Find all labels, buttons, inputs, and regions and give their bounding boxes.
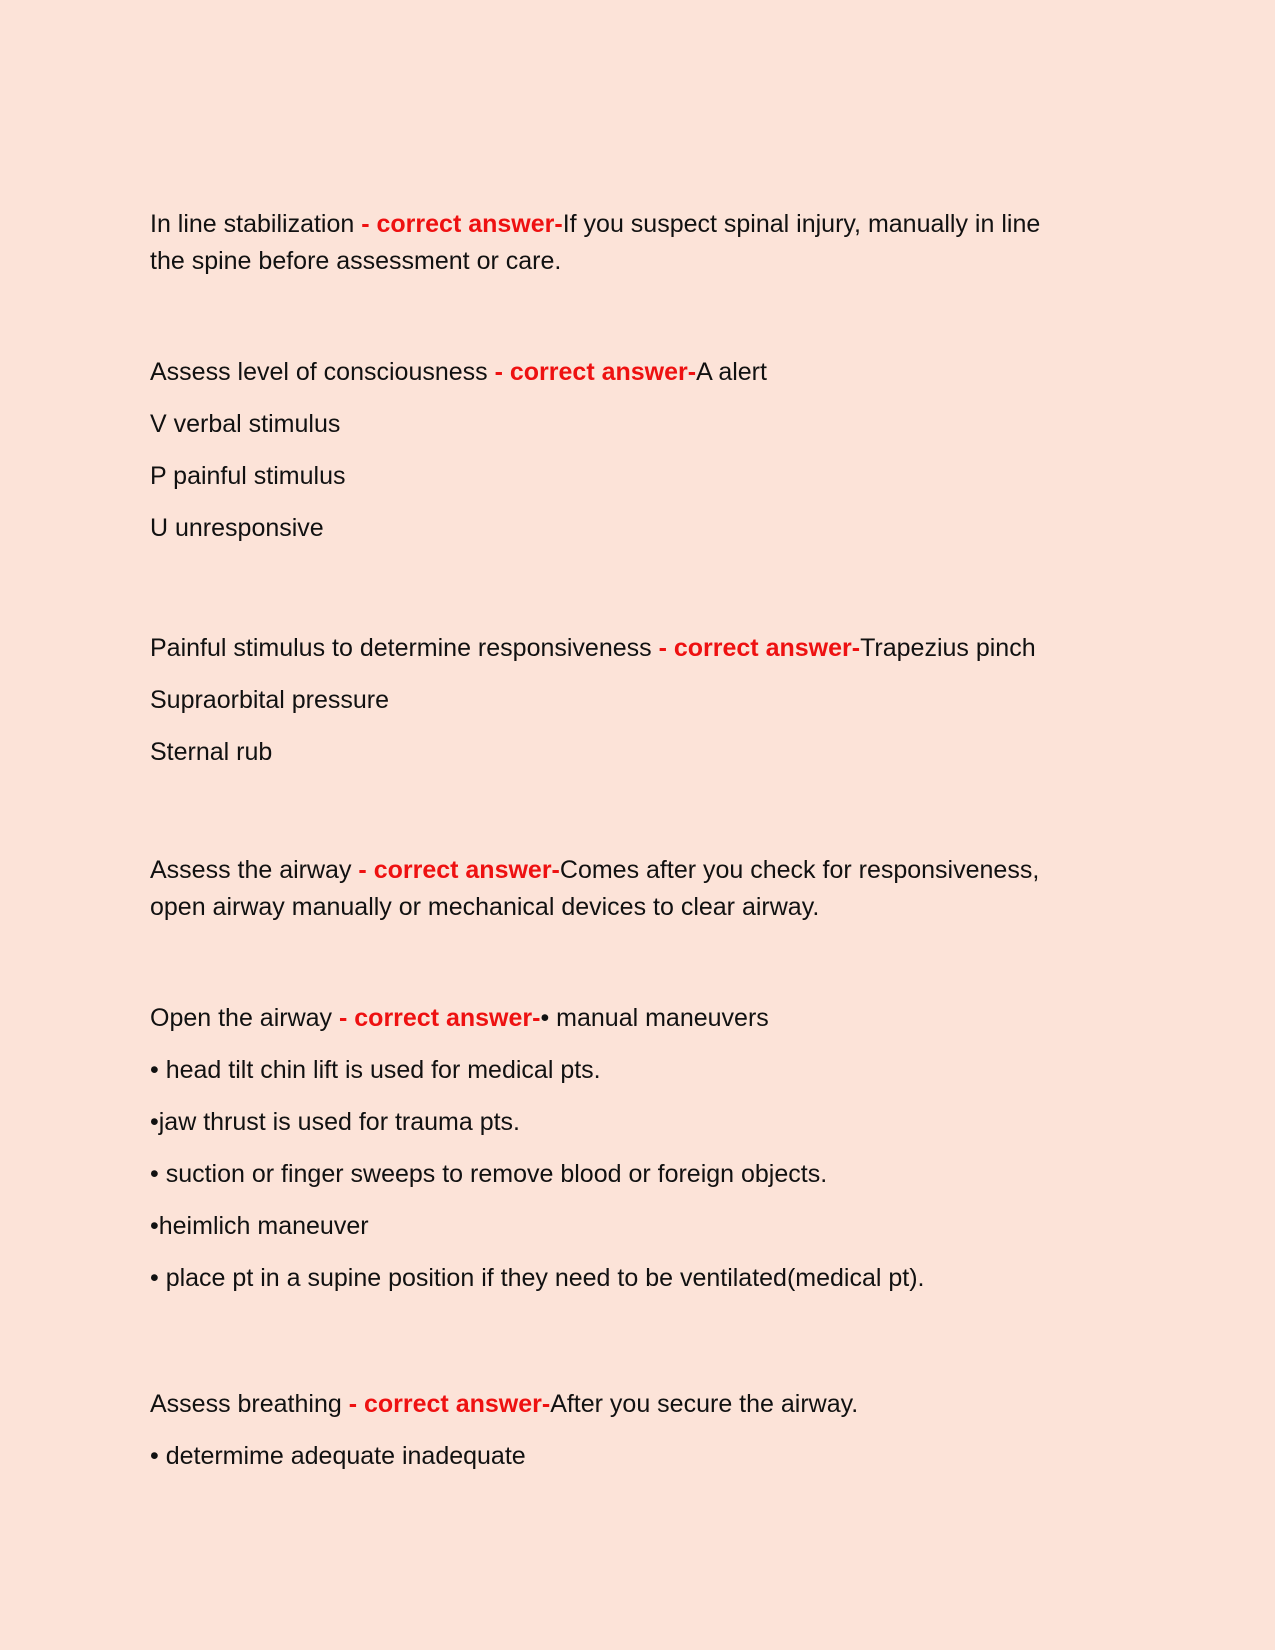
qa-answer-line: open airway manually or mechanical devices to clear airway. — [150, 893, 820, 921]
qa-first-line — [150, 1386, 1125, 1423]
qa-answer: Trapezius pinch — [860, 634, 1036, 662]
qa-answer-line: • head tilt chin lift is used for medical pts. — [150, 1056, 601, 1084]
qa-answer: If you suspect spinal injury, manually in line — [562, 210, 1041, 238]
correct-answer-marker: - correct answer- — [658, 634, 861, 662]
qa-item — [150, 1000, 1125, 1297]
qa-item — [150, 852, 1125, 926]
correct-answer-marker: - correct answer- — [361, 210, 563, 238]
qa-answer-line: Supraorbital pressure — [150, 686, 390, 714]
qa-answer-line: •jaw thrust is used for trauma pts. — [150, 1108, 521, 1136]
qa-answer: After you secure the airway. — [550, 1390, 859, 1418]
qa-answer-line: U unresponsive — [150, 514, 324, 542]
qa-term: Painful stimulus to determine responsiveness — [150, 634, 659, 662]
qa-answer: A alert — [696, 358, 767, 386]
correct-answer-marker: - correct answer- — [494, 358, 697, 386]
qa-item — [150, 354, 1125, 547]
qa-first-line — [150, 630, 1125, 667]
correct-answer-marker: - correct answer- — [348, 1390, 551, 1418]
qa-first-line — [150, 852, 1125, 889]
qa-answer: • manual maneuvers — [540, 1004, 769, 1032]
qa-answer-line: V verbal stimulus — [150, 410, 341, 438]
qa-answer-line: •heimlich maneuver — [150, 1212, 369, 1240]
qa-term: Assess breathing — [150, 1390, 349, 1418]
qa-item — [150, 206, 1125, 280]
qa-item — [150, 1386, 1125, 1475]
qa-answer-line: • suction or finger sweeps to remove blood or foreign objects. — [150, 1160, 828, 1188]
qa-answer-line: the spine before assessment or care. — [150, 247, 562, 275]
correct-answer-marker: - correct answer- — [339, 1004, 541, 1032]
qa-answer-line: • place pt in a supine position if they need to be ventilated(medical pt). — [150, 1264, 925, 1292]
qa-first-line — [150, 206, 1125, 243]
qa-term: Assess level of consciousness — [150, 358, 495, 386]
qa-term: Assess the airway — [150, 856, 359, 884]
qa-first-line — [150, 354, 1125, 391]
qa-answer-line: • determime adequate inadequate — [150, 1442, 526, 1470]
qa-answer-line: P painful stimulus — [150, 462, 346, 490]
qa-answer-line: Sternal rub — [150, 738, 273, 766]
qa-term: In line stabilization — [150, 210, 362, 238]
qa-term: Open the airway — [150, 1004, 339, 1032]
qa-item — [150, 630, 1125, 771]
qa-first-line — [150, 1000, 1125, 1037]
qa-answer: Comes after you check for responsiveness, — [559, 856, 1040, 884]
correct-answer-marker: - correct answer- — [358, 856, 560, 884]
